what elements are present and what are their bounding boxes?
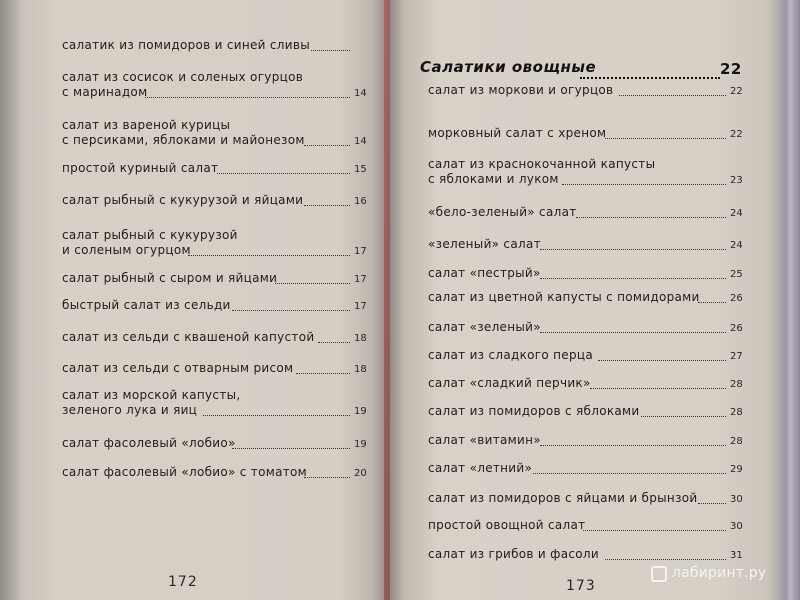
toc-page-number: 28 (730, 436, 743, 447)
toc-entry-title: салат из сельди с отварным рисом (62, 361, 294, 375)
section-heading (420, 58, 760, 86)
toc-leader (605, 559, 726, 560)
toc-leader (562, 184, 726, 185)
toc-page-number: 31 (730, 550, 743, 561)
toc-page-number: 15 (354, 164, 367, 175)
toc-entry-title: зеленого лука и яиц (62, 403, 198, 417)
toc-entry-title: с маринадом (62, 85, 148, 99)
toc-page-number: 19 (354, 406, 367, 417)
section-leader (580, 77, 720, 79)
watermark: лабиринт.ру (672, 565, 767, 581)
toc-entry (62, 118, 362, 148)
toc-page-number: 19 (354, 439, 367, 450)
toc-entry (428, 157, 738, 187)
toc-leader (533, 473, 726, 474)
toc-entry-title: салат из вареной курицы (62, 118, 231, 132)
toc-page-number: 24 (730, 208, 743, 219)
toc-leader (232, 448, 350, 449)
toc-entry-title: простой куриный салат (62, 161, 219, 175)
toc-page-number: 28 (730, 379, 743, 390)
toc-page-number: 18 (354, 333, 367, 344)
toc-entry (62, 228, 362, 258)
toc-leader (540, 249, 726, 250)
section-page-number: 22 (720, 60, 742, 78)
toc-page-number: 17 (354, 274, 367, 285)
toc-entry-title: салат из краснокочанной капусты (428, 157, 656, 171)
toc-entry-title: салат «сладкий перчик» (428, 376, 591, 390)
toc-leader (311, 50, 350, 51)
toc-entry-title: простой овощной салат (428, 518, 586, 532)
labirint-logo-icon (651, 566, 667, 582)
toc-leader (145, 97, 350, 98)
toc-page-number: 17 (354, 246, 367, 257)
toc-entry-title: салат из сосисок и соленых огурцов (62, 70, 304, 84)
toc-leader (576, 217, 726, 218)
toc-page-number: 22 (730, 129, 743, 140)
left-folio: 172 (168, 574, 198, 590)
toc-leader (698, 302, 726, 303)
toc-page-number: 18 (354, 364, 367, 375)
toc-leader (583, 530, 726, 531)
toc-entry-title: салат из сельди с квашеной капустой (62, 330, 315, 344)
toc-entry-title: салат из сладкого перца (428, 348, 594, 362)
toc-entry-title: «зеленый» салат (428, 237, 541, 251)
toc-page-number: 17 (354, 301, 367, 312)
toc-page-number: 28 (730, 407, 743, 418)
toc-entry-title: и соленым огурцом (62, 243, 191, 257)
toc-entry-title: салат фасолевый «лобио» с томатом (62, 465, 308, 479)
section-title: Салатики овощные (420, 58, 597, 76)
toc-page-number: 30 (730, 521, 743, 532)
page-edges (776, 0, 800, 600)
toc-entry-title: с персиками, яблоками и майонезом (62, 133, 305, 147)
toc-entry-title: с яблоками и луком (428, 172, 559, 186)
toc-page-number: 14 (354, 136, 367, 147)
toc-entry (62, 70, 362, 100)
toc-leader (540, 332, 726, 333)
toc-entry-title: салат рыбный с кукурузой (62, 228, 238, 242)
toc-entry-title: салат из помидоров с яблоками (428, 404, 640, 418)
toc-leader (217, 173, 350, 174)
toc-leader (203, 415, 350, 416)
toc-page-number: 23 (730, 175, 743, 186)
toc-entry-title: салат из грибов и фасоли (428, 547, 599, 561)
toc-page-number: 29 (730, 464, 743, 475)
toc-entry-title: салат «витамин» (428, 433, 541, 447)
toc-leader (304, 145, 350, 146)
toc-entry-title: салат «летний» (428, 461, 533, 475)
toc-leader (232, 310, 350, 311)
toc-page-number: 26 (730, 323, 743, 334)
toc-page-number: 30 (730, 494, 743, 505)
toc-entry (62, 388, 362, 418)
toc-page-number: 25 (730, 269, 743, 280)
toc-entry-title: морковный салат с хреном (428, 126, 607, 140)
toc-leader (296, 373, 350, 374)
toc-entry-title: салатик из помидоров и синей сливы (62, 38, 311, 52)
toc-page-number: 26 (730, 293, 743, 304)
toc-entry (62, 330, 362, 345)
toc-leader (598, 360, 726, 361)
toc-entry-title: салат из моркови и огурцов (428, 83, 614, 97)
toc-page-number: 14 (354, 88, 367, 99)
toc-leader (698, 503, 726, 504)
toc-leader (619, 95, 726, 96)
toc-page-number: 20 (354, 468, 367, 479)
toc-entry-title: быстрый салат из сельди (62, 298, 231, 312)
toc-leader (188, 255, 350, 256)
toc-page-number: 24 (730, 240, 743, 251)
toc-leader (275, 283, 350, 284)
toc-entry-title: салат из морской капусты, (62, 388, 241, 402)
toc-entry-title: салат из цветной капусты с помидорами (428, 290, 700, 304)
toc-page-number: 22 (730, 86, 743, 97)
toc-leader (540, 278, 726, 279)
toc-entry (428, 491, 738, 506)
toc-page-number: 16 (354, 196, 367, 207)
toc-leader (540, 445, 726, 446)
toc-leader (318, 342, 350, 343)
right-folio: 173 (566, 578, 596, 594)
toc-leader (304, 205, 350, 206)
toc-entry-title: салат рыбный с сыром и яйцами (62, 271, 278, 285)
toc-entry-title: салат из помидоров с яйцами и брынзой (428, 491, 698, 505)
toc-entry-title: салат «пестрый» (428, 266, 541, 280)
toc-entry-title: салат «зеленый» (428, 320, 541, 334)
toc-leader (605, 138, 726, 139)
toc-entry (428, 290, 738, 305)
toc-leader (304, 477, 350, 478)
spine (384, 0, 390, 600)
toc-leader (641, 416, 726, 417)
toc-entry-title: «бело-зеленый» салат (428, 205, 577, 219)
toc-page-number: 27 (730, 351, 743, 362)
toc-leader (590, 388, 726, 389)
toc-entry-title: салат фасолевый «лобио» (62, 436, 236, 450)
toc-entry-title: салат рыбный с кукурузой и яйцами (62, 193, 304, 207)
